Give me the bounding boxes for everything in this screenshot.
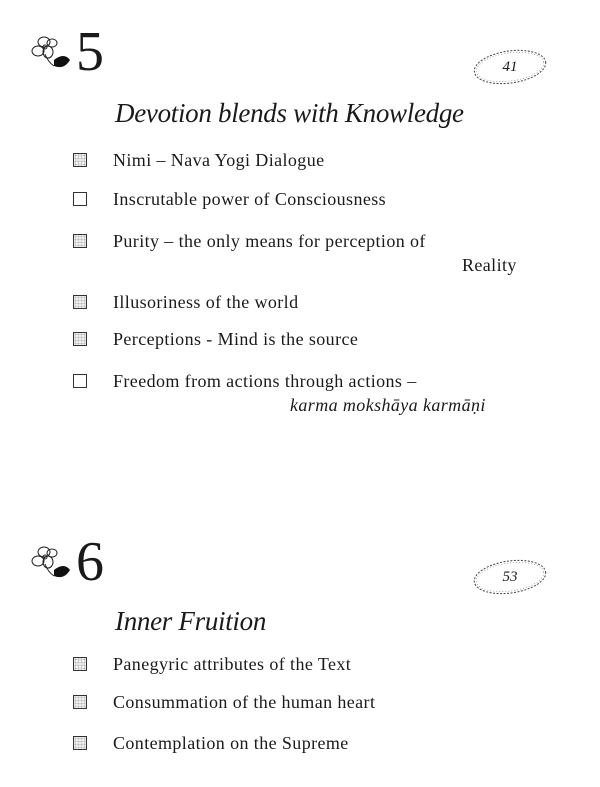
topic-text: Nimi – Nava Yogi Dialogue [113, 150, 325, 170]
chapter-title: Inner Fruition [115, 606, 267, 636]
topic-text: Contemplation on the Supreme [113, 733, 349, 753]
topic-continuation: karma mokshāya karmāṇi [290, 395, 486, 415]
bullet-box-icon [73, 192, 87, 206]
topic-text: Illusoriness of the world [113, 292, 299, 312]
topic-text: Panegyric attributes of the Text [113, 654, 352, 674]
topic-continuation: Reality [462, 255, 517, 275]
bullet-box-icon [73, 736, 87, 750]
topic-text: Purity – the only means for perception of [113, 231, 426, 251]
bullet-box-icon [73, 374, 87, 388]
page-number: 41 [502, 59, 518, 75]
bullet-box-icon [73, 695, 87, 709]
topic-text: Inscrutable power of Consciousness [113, 189, 387, 209]
bullet-box-icon [73, 332, 87, 346]
flower-ornament-icon [30, 30, 76, 74]
chapter-title: Devotion blends with Knowledge [115, 98, 464, 128]
topic-text: Consummation of the human heart [113, 692, 376, 712]
chapter-number: 6 [76, 531, 103, 593]
flower-ornament-icon [30, 540, 76, 584]
topic-text: Perceptions - Mind is the source [113, 329, 359, 349]
chapter-number: 5 [76, 21, 103, 83]
bullet-box-icon [73, 234, 87, 248]
page-number-badge [468, 556, 552, 598]
topic-text: Freedom from actions through actions – [113, 371, 417, 391]
page-number: 53 [502, 569, 518, 585]
bullet-box-icon [73, 153, 87, 167]
bullet-box-icon [73, 295, 87, 309]
page-number-badge [468, 46, 552, 88]
bullet-box-icon [73, 657, 87, 671]
